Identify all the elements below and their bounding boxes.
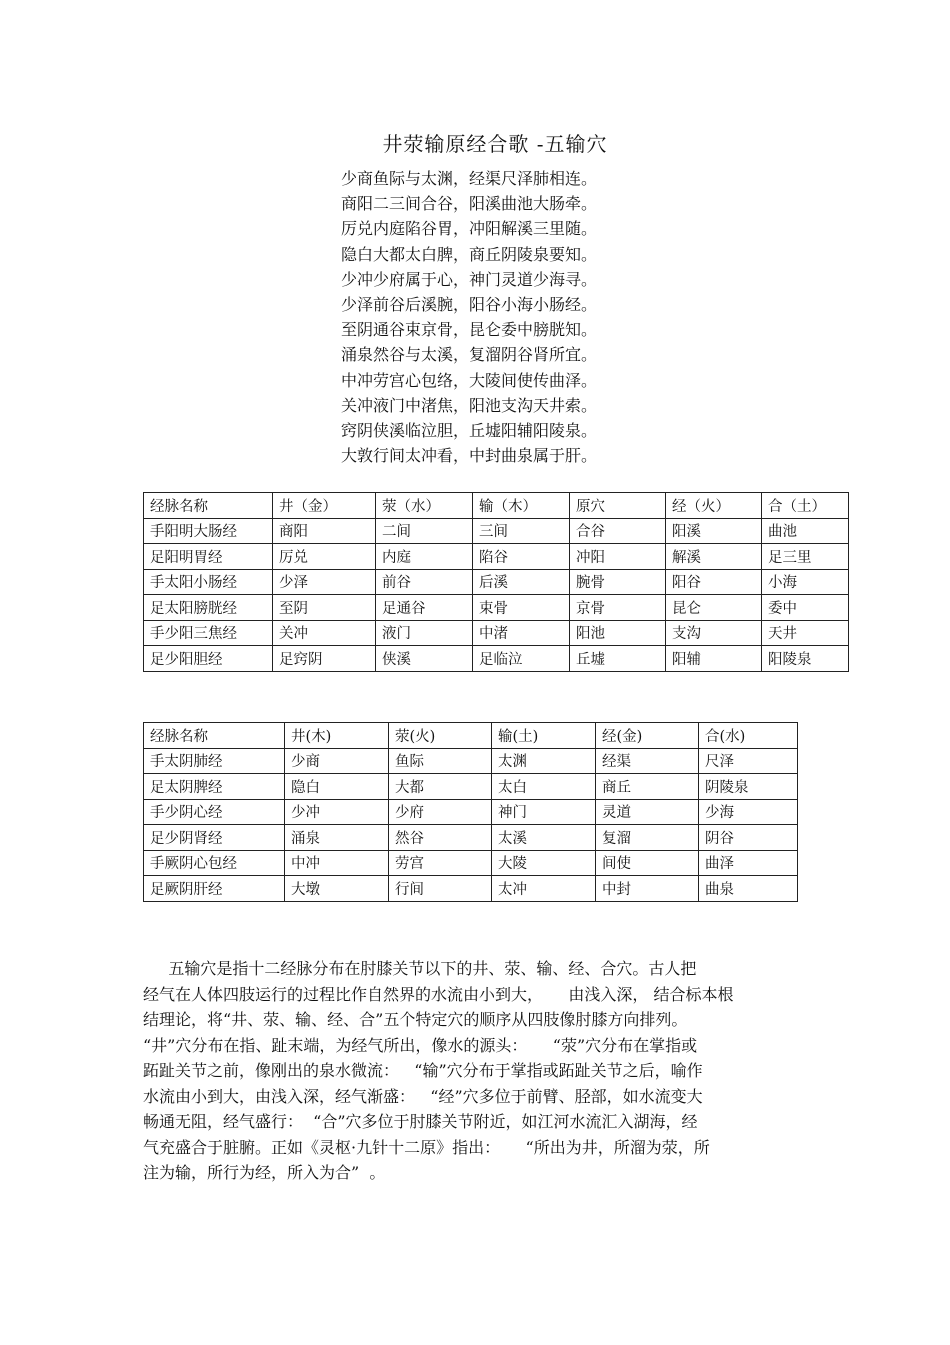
table-cell: 曲池 (762, 518, 849, 544)
table-cell: 大都 (389, 774, 492, 800)
table-cell: 委中 (762, 595, 849, 621)
table-cell: 手厥阴心包经 (144, 850, 285, 876)
table-cell: 阴谷 (699, 825, 798, 851)
header-cell: 原穴 (570, 493, 666, 519)
table-row (144, 799, 798, 825)
table-cell: 液门 (376, 620, 473, 646)
table-cell: 足厥阴肝经 (144, 876, 285, 902)
header-cell: 荥(火) (389, 723, 492, 749)
verse-block (341, 166, 597, 468)
table-cell: 中封 (596, 876, 699, 902)
verse-line: 至阴通谷束京骨，昆仑委中膀胱知。 (341, 320, 598, 340)
table-cell: 太冲 (492, 876, 596, 902)
paragraph-line: 跖趾关节之前，像刚出的泉水微流： “输”穴分布于掌指或跖趾关节之后，喻作 (143, 1061, 703, 1080)
yin-meridian-table (143, 722, 798, 902)
verse-line: 窍阴侠溪临泣胆，丘墟阳辅阳陵泉。 (341, 421, 598, 441)
verse-line: 涌泉然谷与太溪，复溜阴谷肾所宜。 (341, 345, 598, 365)
table-cell: 二间 (376, 518, 473, 544)
table-header-row (144, 723, 798, 749)
table-cell: 经渠 (596, 748, 699, 774)
table-cell: 内庭 (376, 544, 473, 570)
table-cell: 足窍阴 (273, 646, 376, 672)
table-cell: 然谷 (389, 825, 492, 851)
table-cell: 大陵 (492, 850, 596, 876)
table-cell: 解溪 (666, 544, 762, 570)
table-cell: 少商 (285, 748, 389, 774)
table-row (144, 620, 849, 646)
table-cell: 曲泽 (699, 850, 798, 876)
table-cell: 手太阴肺经 (144, 748, 285, 774)
header-cell: 经(金) (596, 723, 699, 749)
table-cell: 行间 (389, 876, 492, 902)
table-cell: 尺泽 (699, 748, 798, 774)
table-row (144, 595, 849, 621)
table-cell: 京骨 (570, 595, 666, 621)
table-cell: 阳溪 (666, 518, 762, 544)
table-cell: 商阳 (273, 518, 376, 544)
table-cell: 阳辅 (666, 646, 762, 672)
paragraph-line: 水流由小到大，由浅入深，经气渐盛： “经”穴多位于前臂、胫部，如水流变大 (143, 1086, 703, 1106)
table-cell: 丘墟 (570, 646, 666, 672)
table-cell: 中冲 (285, 850, 389, 876)
table-cell: 太溪 (492, 825, 596, 851)
table-cell: 足临泣 (473, 646, 570, 672)
table-cell: 隐白 (285, 774, 389, 800)
verse-line: 隐白大都太白脾，商丘阴陵泉要知。 (341, 244, 598, 264)
table-cell: 少泽 (273, 569, 376, 595)
table-cell: 少海 (699, 799, 798, 825)
table-cell: 涌泉 (285, 825, 389, 851)
verse-line: 中冲劳宫心包络，大陵间使传曲泽。 (341, 370, 598, 390)
table-cell: 灵道 (596, 799, 699, 825)
table-cell: 陷谷 (473, 544, 570, 570)
table-cell: 冲阳 (570, 544, 666, 570)
verse-line: 少冲少府属于心，神门灵道少海寻。 (341, 269, 598, 289)
table-cell: 商丘 (596, 774, 699, 800)
table-cell: 天井 (762, 620, 849, 646)
header-cell: 输（木） (473, 493, 570, 519)
yang-meridian-table (143, 492, 849, 672)
table-cell: 鱼际 (389, 748, 492, 774)
table-cell: 三间 (473, 518, 570, 544)
table-cell: 中渚 (473, 620, 570, 646)
explanation-paragraph (143, 956, 823, 1186)
paragraph-line: 注为输，所行为经，所入为合” 。 (143, 1163, 386, 1182)
table-cell: 至阴 (273, 595, 376, 621)
table-cell: 阴陵泉 (699, 774, 798, 800)
table-cell: 劳宫 (389, 850, 492, 876)
table-cell: 手少阳三焦经 (144, 620, 273, 646)
table-cell: 足通谷 (376, 595, 473, 621)
paragraph-line: 五输穴是指十二经脉分布在肘膝关节以下的井、荥、输、经、合穴。古人把 (143, 959, 697, 978)
table-row (144, 774, 798, 800)
table-cell: 阳陵泉 (762, 646, 849, 672)
table-row (144, 569, 849, 595)
table-cell: 间使 (596, 850, 699, 876)
table-row (144, 825, 798, 851)
table-row (144, 518, 849, 544)
table-cell: 后溪 (473, 569, 570, 595)
table-cell: 束骨 (473, 595, 570, 621)
table-row (144, 544, 849, 570)
table-row (144, 850, 798, 876)
table-cell: 阳池 (570, 620, 666, 646)
table-cell: 厉兑 (273, 544, 376, 570)
header-cell: 井(木) (285, 723, 389, 749)
table-cell: 前谷 (376, 569, 473, 595)
header-cell: 经脉名称 (144, 493, 273, 519)
header-cell: 荥（水） (376, 493, 473, 519)
table-row (144, 748, 798, 774)
table-cell: 足太阳膀胱经 (144, 595, 273, 621)
table-cell: 合谷 (570, 518, 666, 544)
table-cell: 小海 (762, 569, 849, 595)
paragraph-line: 畅通无阻，经气盛行： “合”穴多位于肘膝关节附近，如江河水流汇入湖海，经 (143, 1112, 698, 1131)
table-row (144, 876, 798, 902)
table-cell: 手阳明大肠经 (144, 518, 273, 544)
header-cell: 经（火） (666, 493, 762, 519)
table-cell: 腕骨 (570, 569, 666, 595)
table-cell: 足少阴肾经 (144, 825, 285, 851)
table-cell: 大墩 (285, 876, 389, 902)
table-cell: 神门 (492, 799, 596, 825)
verse-line: 少商鱼际与太渊，经渠尺泽肺相连。 (341, 169, 598, 188)
verse-line: 关冲液门中渚焦，阳池支沟天井索。 (341, 395, 598, 415)
table-cell: 太渊 (492, 748, 596, 774)
table-cell: 足少阳胆经 (144, 646, 273, 672)
table-cell: 足三里 (762, 544, 849, 570)
paragraph-line: 气充盛合于脏腑。正如《灵枢·九针十二原》指出： “所出为井，所溜为荥，所 (143, 1137, 710, 1157)
header-cell: 合（土） (762, 493, 849, 519)
table-row (144, 646, 849, 672)
header-cell: 输(土) (492, 723, 596, 749)
page-title: 井荥输原经合歌 -五输穴 (382, 132, 608, 156)
paragraph-line: 结理论，将“井、荥、输、经、合”五个特定穴的顺序从四肢像肘膝方向排列。 (143, 1010, 688, 1029)
table-cell: 曲泉 (699, 876, 798, 902)
table-cell: 少府 (389, 799, 492, 825)
table-cell: 足阳明胃经 (144, 544, 273, 570)
table-cell: 阳谷 (666, 569, 762, 595)
table-cell: 侠溪 (376, 646, 473, 672)
table-cell: 少冲 (285, 799, 389, 825)
header-cell: 井（金） (273, 493, 376, 519)
paragraph-line: “井”穴分布在指、趾末端，为经气所出，像水的源头： “荥”穴分布在掌指或 (143, 1035, 698, 1055)
table-cell: 太白 (492, 774, 596, 800)
verse-line: 少泽前谷后溪腕，阳谷小海小肠经。 (341, 295, 598, 315)
table-cell: 手太阳小肠经 (144, 569, 273, 595)
verse-line: 商阳二三间合谷，阳溪曲池大肠牵。 (341, 194, 598, 214)
table-cell: 复溜 (596, 825, 699, 851)
header-cell: 经脉名称 (144, 723, 285, 749)
verse-line: 大敦行间太冲看，中封曲泉属于肝。 (341, 446, 598, 466)
table-header-row (144, 493, 849, 519)
table-cell: 足太阴脾经 (144, 774, 285, 800)
table-cell: 昆仑 (666, 595, 762, 621)
verse-line: 厉兑内庭陷谷胃，冲阳解溪三里随。 (341, 219, 598, 239)
paragraph-line: 经气在人体四肢运行的过程比作自然界的水流由小到大， 由浅入深， 结合标本根 (143, 984, 734, 1004)
table-cell: 手少阴心经 (144, 799, 285, 825)
header-cell: 合(水) (699, 723, 798, 749)
table-cell: 支沟 (666, 620, 762, 646)
table-cell: 关冲 (273, 620, 376, 646)
